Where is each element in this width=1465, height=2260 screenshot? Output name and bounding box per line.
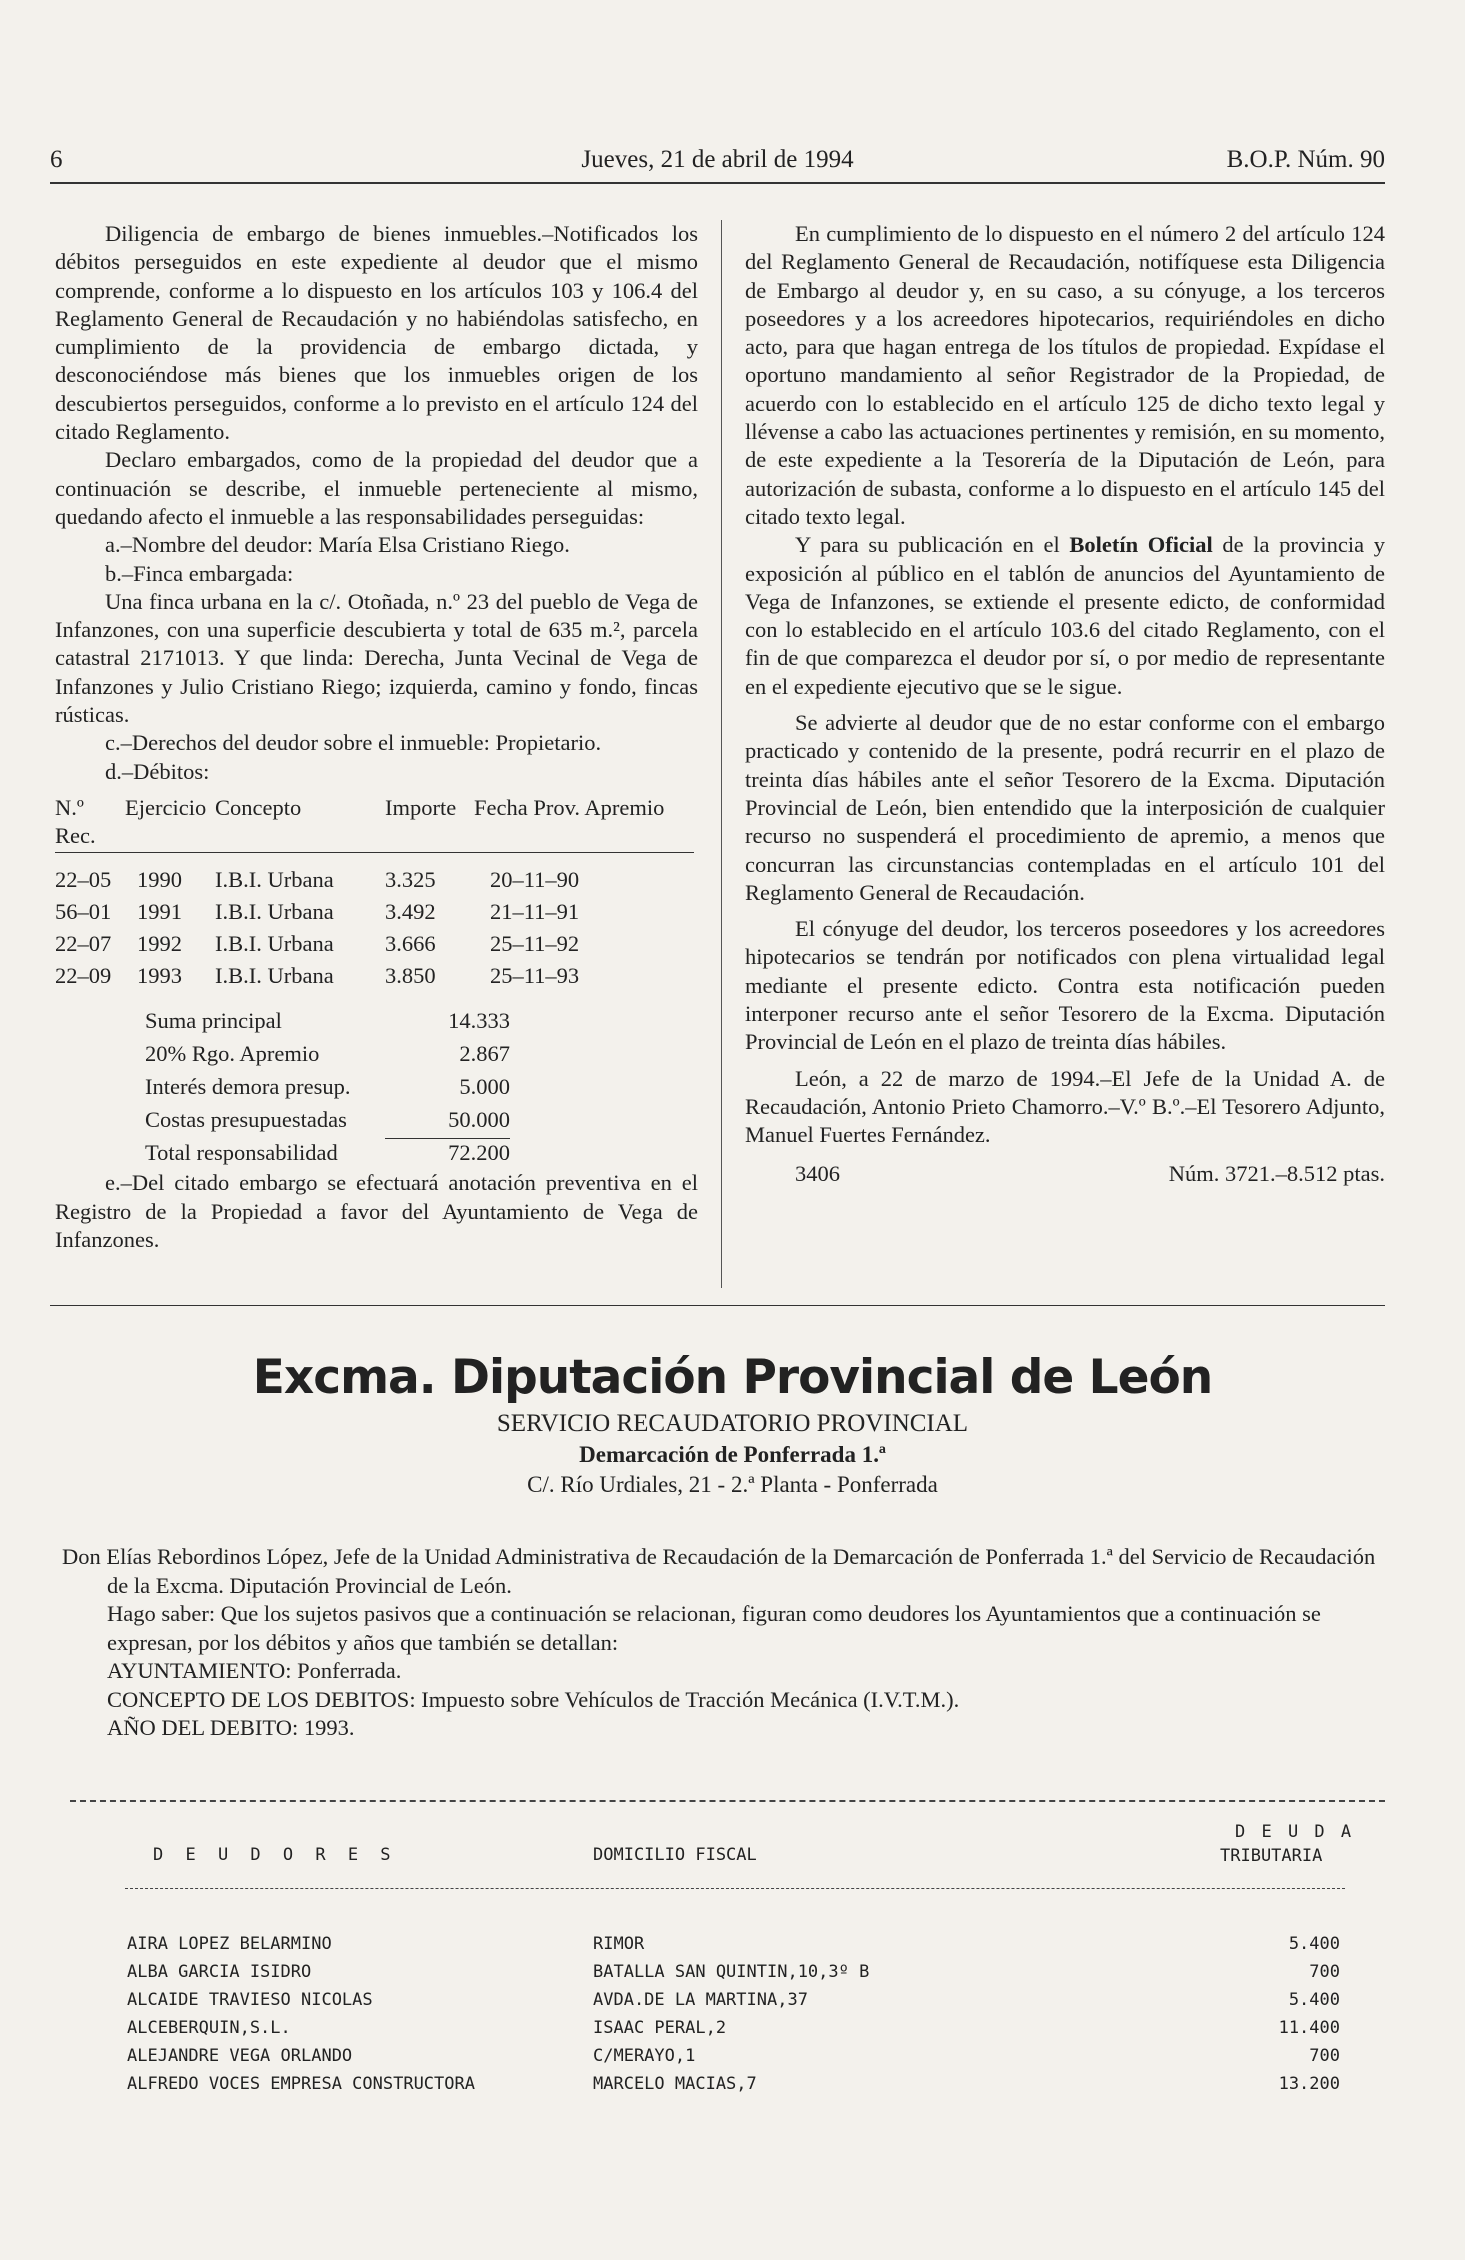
notice-paragraph-1: Don Elías Rebordinos López, Jefe de la Unidad Administrativa de Recaudación de la Demarcación de Ponferrada 1.ª del Servicio de Recaudación de la Excma. Diputación Provincial de León. — [62, 1544, 1376, 1598]
list-header-rule — [125, 1888, 1345, 1889]
debtor-name: ALCEBERQUIN,S.L. — [127, 2018, 291, 2038]
debts-table-row: 22–09 1993 I.B.I. Urbana 3.850 25–11–93 — [55, 963, 580, 989]
col-header-rec: N.º Rec. — [55, 794, 96, 848]
address: C/. Río Urdiales, 21 - 2.ª Planta - Ponferrada — [527, 1472, 938, 1497]
bulletin-number: B.O.P. Núm. 90 — [1226, 146, 1385, 173]
organization-header — [0, 1348, 1465, 1500]
seized-property-label: b.–Finca embargada: — [105, 560, 294, 586]
debts-label: d.–Débitos: — [105, 758, 210, 784]
property-description: Una finca urbana en la c/. Otoñada, n.º 23 del pueblo de Vega de Infanzones, con una superficie descubierta y total de 635 m.², parcela catastral 2171013. Y que linda: Derecha, Junta Vecinal de Vega de Infanzones y Julio Cristiano Riego; izquierda, camino y fondo, fincas rústicas. — [55, 588, 698, 728]
right-paragraph-3: Se advierte al deudor que de no estar conforme con el embargo practicado y contenido de la presente, podrá recurrir en el plazo de treinta días hábiles ante el señor Tesorero de la Excma. Diputación Provincial de León, bien entendido que la interposición de cualquier recurso no suspenderá el procedimiento de apremio, a menos que concurran las circunstancias contempladas en el artículo 101 del Reglamento General de Recaudación. — [745, 710, 1385, 905]
header-tributaria: TRIBUTARIA — [1220, 1846, 1323, 1866]
summary-row: Costas presupuestadas 50.000 — [145, 1107, 510, 1133]
debts-table-row: 56–01 1991 I.B.I. Urbana 3.492 21–11–91 — [55, 899, 580, 925]
col-header-amount: Importe — [385, 794, 457, 820]
debtor-address: ISAAC PERAL,2 — [593, 2018, 727, 2038]
issue-date: Jueves, 21 de abril de 1994 — [581, 146, 854, 173]
debts-table — [55, 792, 694, 993]
debts-table-header — [55, 792, 694, 853]
debtor-address: C/MERAYO,1 — [593, 2046, 696, 2066]
debtor-rights-line: c.–Derechos del deudor sobre el inmueble: Propietario. — [105, 730, 602, 756]
debtor-amount: 11.400 — [1278, 2018, 1340, 2038]
header-deuda: D E U D A — [1235, 1822, 1355, 1842]
ad-code: 3406 — [795, 1160, 840, 1186]
header-domicilio: DOMICILIO FISCAL — [593, 1845, 757, 1865]
header-deudores: D E U D O R E S — [153, 1845, 397, 1865]
debtor-name-line: a.–Nombre del deudor: María Elsa Cristiano Riego. — [105, 532, 570, 558]
col-header-year: Ejercicio — [125, 794, 207, 820]
page-header — [50, 146, 1385, 176]
right-paragraph-1: En cumplimiento de lo dispuesto en el número 2 del artículo 124 del Reglamento General de Recaudación, notifíquese esta Diligencia de Embargo al deudor y, en su caso, a su cónyuge, a los terceros poseedores y a los acreedores hipotecarios, requiriéndoles en dicho acto, para que hagan entrega de los títulos de propiedad. Expídase el oportuno mandamiento al señor Registrador de la Propiedad, de acuerdo con lo establecido en el artículo 125 de dicho texto legal y llévense a cabo las actuaciones pertinentes y remisión, en su momento, de este expediente a la Tesorería de la Diputación de León, para autorización de subasta, conforme a lo dispuesto en el artículo 145 del citado texto legal. — [745, 221, 1385, 529]
header-rule — [50, 182, 1385, 184]
section-rule — [50, 1305, 1385, 1306]
debtor-address: AVDA.DE LA MARTINA,37 — [593, 1990, 808, 2010]
debtor-amount: 5.400 — [1288, 1934, 1340, 1954]
left-paragraph-2: Declaro embargados, como de la propiedad del deudor que a continuación se describe, el inmueble perteneciente al mismo, quedando afecto el inmueble a las responsabilidades perseguidas: — [55, 447, 698, 529]
debtor-row — [0, 2018, 1465, 2044]
debtor-amount: 700 — [1309, 1962, 1340, 1982]
summary-row: Interés demora presup. 5.000 — [145, 1074, 510, 1100]
service-name: SERVICIO RECAUDATORIO PROVINCIAL — [496, 1410, 969, 1437]
debtor-row — [0, 1962, 1465, 1988]
debts-table-row: 22–07 1992 I.B.I. Urbana 3.666 25–11–92 — [55, 931, 580, 957]
summary-row: Suma principal 14.333 — [145, 1008, 510, 1034]
year-line: AÑO DEL DEBITO: 1993. — [107, 1715, 355, 1740]
debtor-row — [0, 1990, 1465, 2016]
colophon — [745, 1160, 1385, 1190]
summary-block — [55, 1004, 698, 1169]
debtor-address: BATALLA SAN QUINTIN,10,3º B — [593, 1962, 870, 1982]
right-paragraph-2: Y para su publicación en el Boletín Oficial de la provincia y exposición al público en el tablón de anuncios del Ayuntamiento de Vega de Infanzones, se extiende el presente edicto, de conformidad con lo establecido en el artículo 103.6 del citado Reglamento, con el fin de que comparezca el deudor por sí, o por medio de representante en el expediente ejecutivo que se le sigue. — [745, 532, 1385, 699]
right-column — [745, 220, 1385, 1190]
debtor-name: AIRA LOPEZ BELARMINO — [127, 1934, 332, 1954]
debtor-amount: 700 — [1309, 2046, 1340, 2066]
organization-title: Excma. Diputación Provincial de León — [252, 1350, 1213, 1405]
debtor-row — [0, 1934, 1465, 1960]
debtor-address: RIMOR — [593, 1934, 645, 1954]
debts-table-row: 22–05 1990 I.B.I. Urbana 3.325 20–11–90 — [55, 867, 580, 893]
debtor-row — [0, 2046, 1465, 2072]
debtor-amount: 13.200 — [1278, 2074, 1340, 2094]
notice-body — [62, 1543, 1388, 1743]
concept-line: CONCEPTO DE LOS DEBITOS: Impuesto sobre Vehículos de Tracción Mecánica (I.V.T.M.). — [107, 1686, 960, 1712]
ad-number: Núm. 3721.–8.512 ptas. — [1168, 1160, 1385, 1186]
debtor-name: ALEJANDRE VEGA ORLANDO — [127, 2046, 353, 2066]
col-header-date: Fecha Prov. Apremio — [474, 794, 665, 820]
total-label: Total responsabilidad — [145, 1140, 338, 1166]
column-divider — [721, 220, 722, 1288]
notice-paragraph-2: Hago saber: Que los sujetos pasivos que a continuación se relacionan, figuran como deudores los Ayuntamientos que a continuación se expresan, por los débitos y años que también se detallan: — [107, 1601, 1321, 1655]
debtor-name: ALCAIDE TRAVIESO NICOLAS — [127, 1990, 373, 2010]
summary-total-row — [55, 1136, 698, 1169]
debtor-name: ALBA GARCIA ISIDRO — [127, 1962, 312, 1982]
total-value: 72.200 — [448, 1140, 510, 1166]
debtor-amount: 5.400 — [1288, 1990, 1340, 2010]
boletin-oficial-bold: Boletín Oficial — [1069, 532, 1213, 558]
left-column — [55, 220, 698, 1254]
demarcation: Demarcación de Ponferrada 1.ª — [579, 1442, 886, 1467]
left-paragraph-1: Diligencia de embargo de bienes inmuebles.–Notificados los débitos perseguidos en este expediente al deudor que el mismo comprende, conforme a lo dispuesto en los artículos 103 y 106.4 del Reglamento General de Recaudación y no habiéndolas satisfecho, en cumplimiento de la providencia de embargo dictada, y desconociéndose más bienes que los inmuebles origen de los descubiertos perseguidos, conforme a lo previsto en el artículo 124 del citado Reglamento. — [55, 221, 698, 445]
debtor-address: MARCELO MACIAS,7 — [593, 2074, 757, 2094]
debtor-row — [0, 2074, 1465, 2100]
list-top-rule — [70, 1800, 1385, 1802]
signature-block: León, a 22 de marzo de 1994.–El Jefe de la Unidad A. de Recaudación, Antonio Prieto Chamorro.–V.º B.º.–El Tesorero Adjunto, Manuel Fuertes Fernández. — [745, 1065, 1385, 1148]
municipality-line: AYUNTAMIENTO: Ponferrada. — [107, 1658, 402, 1683]
page-number: 6 — [50, 146, 63, 173]
debtor-name: ALFREDO VOCES EMPRESA CONSTRUCTORA — [127, 2074, 475, 2094]
registry-note: e.–Del citado embargo se efectuará anotación preventiva en el Registro de la Propiedad a favor del Ayuntamiento de Vega de Infanzones. — [55, 1170, 698, 1253]
right-paragraph-4: El cónyuge del deudor, los terceros poseedores y los acreedores hipotecarios se tendrán por notificados con plena virtualidad legal mediante el presente edicto. Contra esta notificación pueden interponer recurso ante el señor Tesorero de la Excma. Diputación Provincial de León en el plazo de treinta días hábiles. — [745, 916, 1385, 1055]
col-header-concept: Concepto — [215, 794, 302, 820]
summary-row: 20% Rgo. Apremio 2.867 — [145, 1041, 510, 1067]
